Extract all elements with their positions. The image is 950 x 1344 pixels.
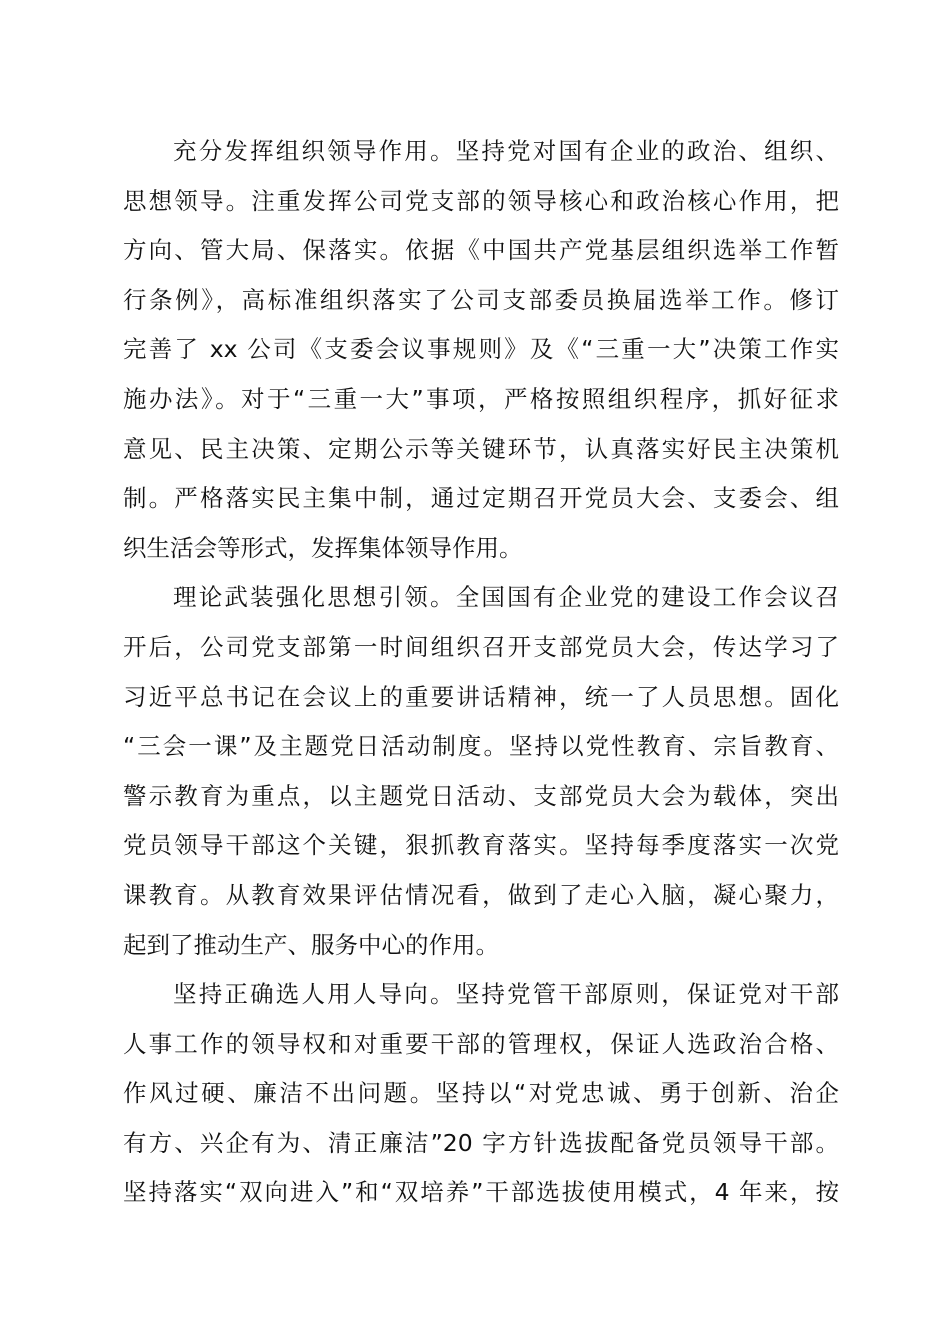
paragraph-line: 方向、管大局、保落实。依据《中国共产党基层组织选举工作暂 [123,236,839,265]
paragraph-line: 开后，公司党支部第一时间组织召开支部党员大会，传达学习了 [123,632,839,661]
paragraph-line: 织生活会等形式，发挥集体领导作用。 [123,533,523,562]
paragraph-line: 坚持正确选人用人导向。坚持党管干部原则，保证党对干部 [173,980,839,1009]
paragraph-line: 课教育。从教育效果评估情况看，做到了走心入脑，凝心聚力， [123,880,839,909]
paragraph-line: 习近平总书记在会议上的重要讲话精神，统一了人员思想。固化 [123,682,839,711]
paragraph-line: 坚持落实“双向进入”和“双培养”干部选拔使用模式，4 年来，按 [123,1178,839,1207]
paragraph-line: 思想领导。注重发挥公司党支部的领导核心和政治核心作用，把 [123,186,839,215]
document-body [123,127,839,1218]
paragraph-personnel-selection [123,970,839,1218]
paragraph-line: 理论武装强化思想引领。全国国有企业党的建设工作会议召 [173,583,839,612]
paragraph-line: 施办法》。对于“三重一大”事项，严格按照组织程序，抓好征求 [123,384,839,413]
paragraph-organizational-leadership [123,127,839,573]
paragraph-line: 意见、民主决策、定期公示等关键环节，认真落实好民主决策机 [123,434,839,463]
paragraph-theoretical-guidance [123,573,839,970]
paragraph-line: 制。严格落实民主集中制，通过定期召开党员大会、支委会、组 [123,484,839,513]
paragraph-line: 作风过硬、廉洁不出问题。坚持以“对党忠诚、勇于创新、治企 [123,1079,839,1108]
paragraph-line: “三会一课”及主题党日活动制度。坚持以党性教育、宗旨教育、 [123,732,839,761]
paragraph-line: 起到了推动生产、服务中心的作用。 [123,930,499,959]
paragraph-line: 人事工作的领导权和对重要干部的管理权，保证人选政治合格、 [123,1029,839,1058]
paragraph-line: 警示教育为重点，以主题党日活动、支部党员大会为载体，突出 [123,781,839,810]
paragraph-line: 党员领导干部这个关键，狠抓教育落实。坚持每季度落实一次党 [123,831,839,860]
paragraph-line: 充分发挥组织领导作用。坚持党对国有企业的政治、组织、 [173,137,839,165]
paragraph-line: 行条例》，高标准组织落实了公司支部委员换届选举工作。修订 [123,285,839,314]
paragraph-line: 完善了 xx 公司《支委会议事规则》及《“三重一大”决策工作实 [123,335,839,364]
paragraph-line: 有方、兴企有为、清正廉洁”20 字方针选拔配备党员领导干部。 [123,1128,839,1157]
